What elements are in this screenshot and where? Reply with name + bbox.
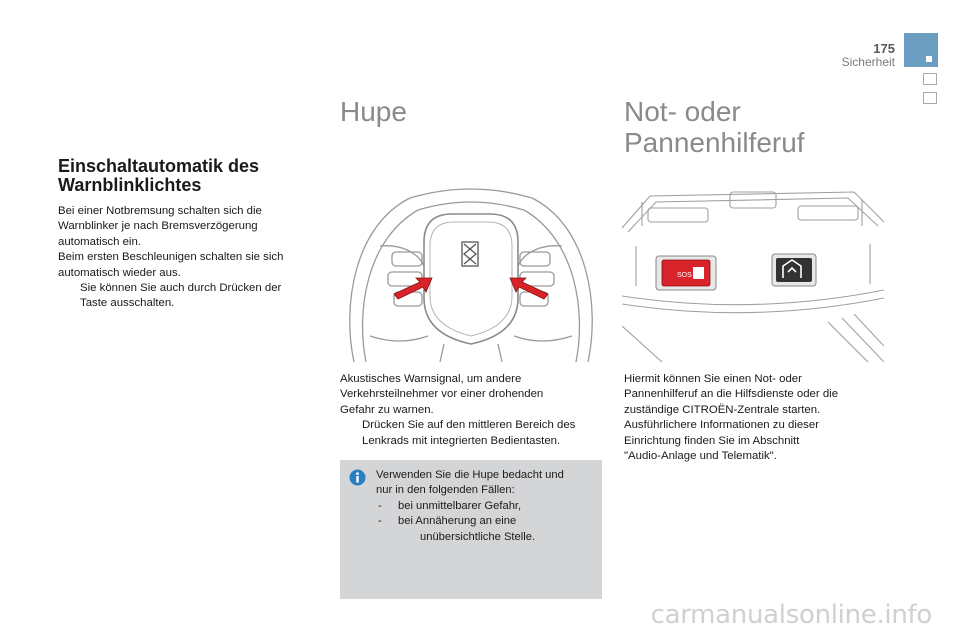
assistance-button-icon [772,254,816,286]
emergency-title: Not- oder Pannenhilferuf [624,96,805,158]
chapter-tab[interactable] [923,73,937,85]
chapter-tab[interactable] [923,92,937,104]
hazard-bullet: Sie können Sie auch durch Drücken der Taste ausschalten. [80,282,282,310]
hazard-text: Bei einer Notbremsung schalten sich die Warnblinker je nach Bremsverzögerung automatisch ein. Beim ersten Beschleunigen schalten sie sich automatisch wieder aus. Sie können Sie auch durch Drücken der Taste ausschalten. [58,204,308,312]
info-list-item: - bei Annäherung an eine unübersichtliche Stelle. [378,515,536,543]
watermark: carmanualsonline.info [650,600,932,630]
sos-button-label: SOS [677,272,692,279]
sos-button-icon [656,256,716,290]
section-name: Sicherheit [841,55,895,69]
emergency-text: Hiermit können Sie einen Not- oder Pannenhilferuf an die Hilfsdienste oder die zuständige CITROËN-Zentrale starten. Ausführlichere Informationen zu dieser Einrichtung finden Sie im Abschnitt "Audio-Anlage und Telematik". [624,373,839,463]
heading-hazard-automatic: Einschaltautomatik des Warnblinklichtes [58,156,260,195]
page-number: 175 [873,41,895,56]
horn-info-box [340,460,602,599]
horn-text: Akustisches Warnsignal, um andere Verkehrsteilnehmer vor einer drohenden Gefahr zu warnen. Drücken Sie auf den mittleren Bereich des Lenkrads mit integrierten Bedientasten. [340,372,602,449]
chapter-tab-active[interactable] [904,33,938,67]
horn-bullet: Drücken Sie auf den mittleren Bereich des Lenkrads mit integrierten Bedientasten. [362,419,576,447]
sos-console-figure [622,186,884,362]
info-list-item: - bei unmittelbarer Gefahr, [378,499,522,512]
info-text: Verwenden Sie die Hupe bedacht und nur in den folgenden Fällen: - bei unmittelbarer Gefahr, - bei Annäherung an eine unübersichtliche Stelle. [376,468,594,545]
tab-square-icon [926,56,932,62]
horn-title: Hupe [340,96,407,127]
info-icon [349,469,366,486]
steering-wheel-figure [340,186,602,362]
